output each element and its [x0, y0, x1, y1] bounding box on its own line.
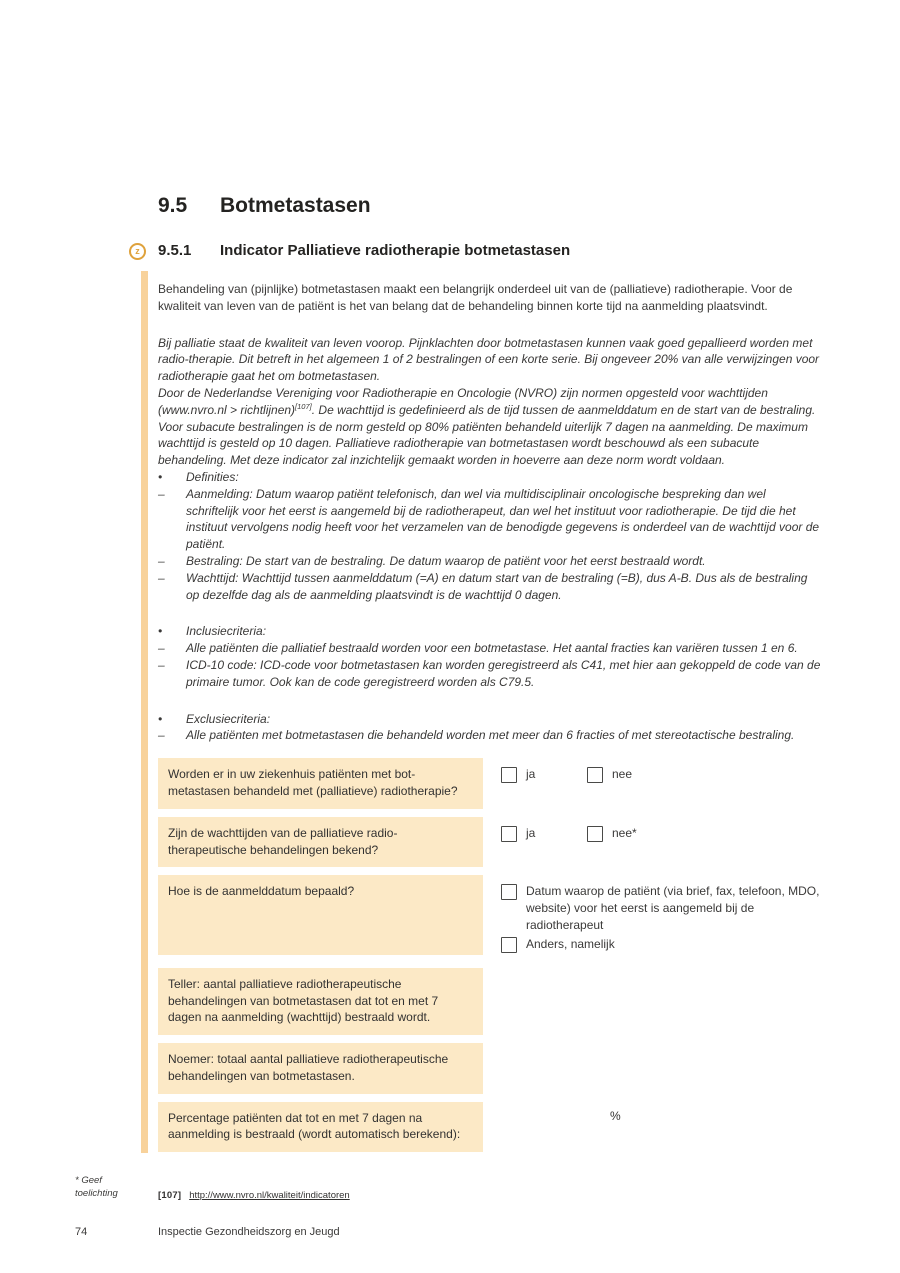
question-box: Worden er in uw ziekenhuis patiënten met bot-metastasen behandeld met (palliatieve) radiotherapie?	[158, 758, 483, 809]
list-item-text: Wachttijd: Wachttijd tussen aanmelddatum (=A) en datum start van de bestraling (=B), dus A-B. Dus als de bestraling op dezelfde dag als de aanmelding plaatsvindt is de wachttijd 0 dagen.	[186, 570, 808, 602]
dash-marker: –	[158, 553, 165, 568]
page-number: 74	[75, 1226, 88, 1238]
option-ja	[501, 766, 587, 809]
list-item	[158, 657, 821, 691]
quote2-before: Door de Nederlandse Vereniging voor Radiotherapie en Oncologie (NVRO) zijn normen opgesteld voor wachttijden (www.nvro.nl > richtlijnen)	[158, 385, 768, 417]
noemer-row	[158, 1043, 821, 1094]
question-row-1	[158, 758, 821, 809]
list-item-text: Alle patiënten die palliatief bestraald worden voor een botmetastase. Het aantal fracties kan variëren tussen 1 en 6.	[186, 641, 798, 656]
dash-marker: –	[158, 570, 165, 585]
reference-link[interactable]: http://www.nvro.nl/kwaliteit/indicatoren	[189, 1190, 350, 1201]
dash-marker: –	[158, 486, 165, 501]
answer-options	[501, 758, 632, 809]
percentage-box: Percentage patiënten dat tot en met 7 dagen na aanmelding is bestraald (wordt automatisch berekend):	[158, 1102, 483, 1153]
footer-organization: Inspectie Gezondheidszorg en Jeugd	[158, 1226, 340, 1238]
list-item-text: Bestraling: De start van de bestraling. De datum waarop de patiënt voor het eerst bestraald wordt.	[186, 553, 706, 568]
checkbox-nee[interactable]	[587, 767, 603, 783]
dash-marker: –	[158, 641, 165, 656]
list-header: Exclusiecriteria:	[186, 711, 271, 726]
section-number: 9.5	[158, 194, 188, 217]
question-row-2	[158, 817, 821, 868]
inclusiecriteria-list	[158, 623, 821, 690]
list-header-row	[158, 469, 821, 486]
option-datum	[501, 883, 821, 933]
bullet-marker: •	[158, 711, 163, 726]
checkbox-nee[interactable]	[587, 826, 603, 842]
question-box: Zijn de wachttijden van de palliatieve radio-therapeutische behandelingen bekend?	[158, 817, 483, 868]
list-item	[158, 570, 821, 604]
option-ja	[501, 825, 587, 868]
percentage-row	[158, 1102, 821, 1153]
exclusiecriteria-list	[158, 711, 821, 745]
section-title: Botmetastasen	[220, 194, 371, 217]
z-circle-icon: z	[129, 243, 146, 260]
list-header-row	[158, 623, 821, 640]
checkbox-datum[interactable]	[501, 884, 517, 900]
list-item	[158, 553, 821, 570]
option-nee	[587, 825, 637, 868]
option-label: ja	[526, 825, 536, 840]
option-label: nee	[612, 767, 633, 782]
intro-paragraph: Behandeling van (pijnlijke) botmetastasen maakt een belangrijk onderdeel uit van de (palliatieve) radiotherapie. Voor de kwaliteit van leven van de patiënt is het van belang dat de behandeling binnen korte tijd na aanmelding plaatsvindt.	[158, 282, 793, 313]
list-item	[158, 727, 821, 744]
answer-options	[501, 817, 637, 868]
subsection-heading	[158, 242, 570, 259]
option-label: Anders, namelijk	[526, 936, 615, 951]
noemer-box: Noemer: totaal aantal palliatieve radiotherapeutische behandelingen van botmetastasen.	[158, 1043, 483, 1094]
list-header: Definities:	[186, 469, 239, 484]
checkbox-anders[interactable]	[501, 937, 517, 953]
list-item	[158, 640, 821, 657]
option-nee	[587, 766, 632, 809]
reference-id: [107]	[158, 1190, 182, 1201]
footnote-reference	[158, 1190, 350, 1201]
option-anders	[501, 936, 821, 953]
footnote-marker: [107]	[295, 401, 312, 411]
section-heading	[158, 194, 371, 218]
list-item-text: Alle patiënten met botmetastasen die behandeld worden met meer dan 6 fracties of met stereotactische bestraling.	[186, 728, 795, 743]
list-item	[158, 486, 821, 553]
quote-paragraph-1: Bij palliatie staat de kwaliteit van leven voorop. Pijnklachten door botmetastasen kunnen vaak goed gepallieerd worden met radio-therapie. Dit betreft in het algemeen 1 of 2 bestralingen of een korte serie. Bij ongeveer 20% van alle verwijzingen voor radiotherapie gaat het om botmetastasen.	[158, 335, 820, 384]
option-label: Datum waarop de patiënt (via brief, fax, telefoon, MDO, website) voor het eerst is aangemeld bij de radiotherapeut	[526, 884, 820, 932]
option-label: ja	[526, 767, 536, 782]
question-row-3	[158, 875, 821, 954]
bullet-marker: •	[158, 624, 163, 639]
teller-row	[158, 968, 821, 1035]
dash-marker: –	[158, 657, 165, 672]
definities-list	[158, 469, 821, 603]
content-column	[158, 281, 821, 1160]
list-item-text: Aanmelding: Datum waarop patiënt telefonisch, dan wel via multidisciplinair oncologische bespreking dan wel schriftelijk voor het eerst is aangemeld bij de radiotherapeut, dan wel het instituut voor radiotherapie. De tijd die het instituut vervolgens nodig heeft voor het verzamelen van de benodigde gegevens is onderdeel van de wachttijd voor de patiënt.	[186, 486, 820, 552]
option-label: nee*	[612, 825, 637, 840]
subsection-title: Indicator Palliatieve radiotherapie botmetastasen	[220, 242, 571, 259]
list-header: Inclusiecriteria:	[186, 624, 267, 639]
question-box: Hoe is de aanmelddatum bepaald?	[158, 875, 483, 954]
teller-box: Teller: aantal palliatieve radiotherapeutische behandelingen van botmetastasen dat tot en met 7 dagen na aanmelding (wachttijd) bestraald wordt.	[158, 968, 483, 1035]
asterisk-note: * Geef toelichting	[75, 1175, 118, 1199]
list-header-row	[158, 711, 821, 728]
quote2-after: . De wachttijd is gedefinieerd als de tijd tussen de aanmelddatum en de start van de bestraling. Voor subacute bestralingen is de norm gesteld op 80% patiënten behandeld uiterlijk 7 dagen na aanmelding. De maximum wachttijd is gesteld op 10 dagen. Palliatieve radiotherapie van botmetastasen wordt beschouwd als een subacute behandeling. Met deze indicator zal inzichtelijk gemaakt worden in hoeverre aan deze norm wordt voldaan.	[158, 402, 816, 468]
bullet-marker: •	[158, 469, 163, 484]
percent-symbol: %	[610, 1108, 621, 1123]
checkbox-ja[interactable]	[501, 767, 517, 783]
accent-bar	[141, 271, 148, 1153]
subsection-number: 9.5.1	[158, 242, 192, 259]
checkbox-ja[interactable]	[501, 826, 517, 842]
list-item-text: ICD-10 code: ICD-code voor botmetastasen kan worden geregistreerd als C41, met hier aan gekoppeld de code van de primaire tumor. Ook kan de code geregistreerd worden als C79.5.	[186, 657, 821, 689]
quote-paragraph-2	[158, 385, 821, 469]
dash-marker: –	[158, 728, 165, 743]
answer-options	[501, 875, 821, 954]
